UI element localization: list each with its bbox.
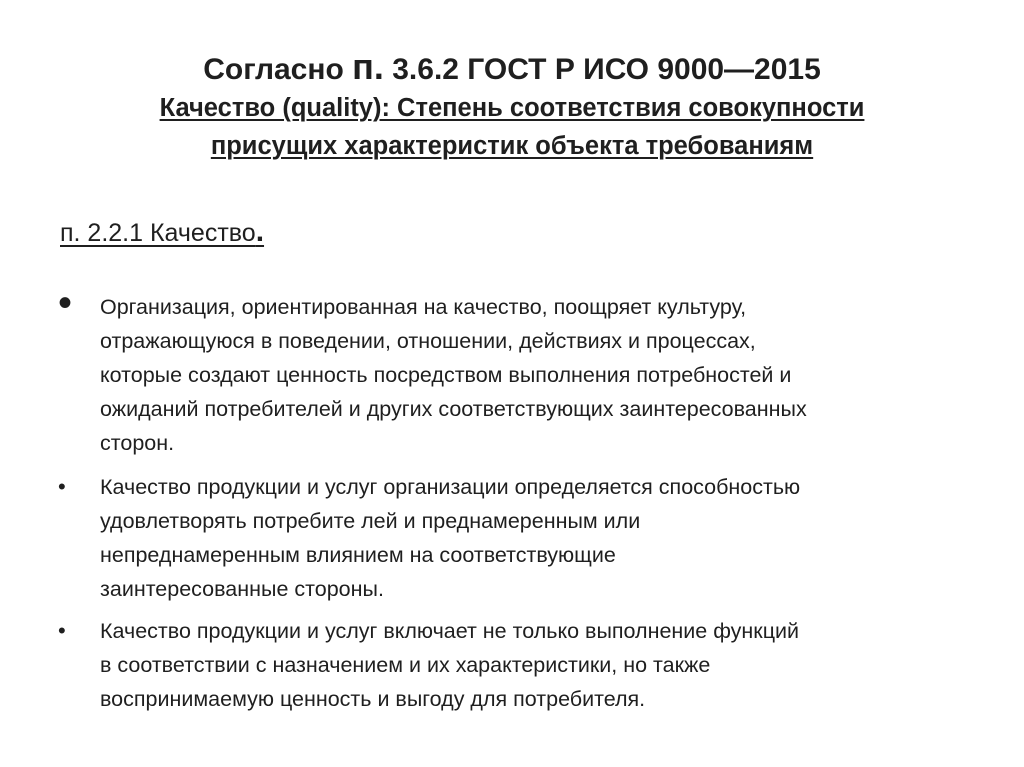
definition-line-1: Качество (quality): Степень соответствия совокупности — [159, 94, 865, 122]
title-rest: 3.6.2 ГОСТ Р ИСО 9000—2015 — [383, 53, 821, 86]
bullet-text: Качество продукции и услуг организации определяется способностью удовлетворять потребите лей и преднамеренным или непреднамеренным влиянием на соответствующие заинтересованные стороны. — [100, 475, 801, 601]
bullet-text: Организация, ориентированная на качество, поощряет культуру, отражающуюся в поведении, отношении, действиях и процессах, которые создают ценность посредством выполнения потребностей и ожиданий потребителей и других соответствующих заинтересованных сторон. — [100, 295, 807, 455]
bullet-icon: • — [58, 281, 73, 325]
bullet-text: Качество продукции и услуг включает не только выполнение функций в соответствии с назначением и их характеристики, но также воспринимаемую ценность и выгоду для потребителя. — [100, 619, 800, 711]
title-block — [60, 48, 964, 165]
bullet-icon: • — [58, 474, 66, 499]
bullet-icon: • — [58, 618, 66, 643]
slide-title — [60, 48, 964, 89]
title-prefix: Согласно — [203, 53, 353, 86]
definition-line-2: присущих характеристик объекта требованиям — [210, 132, 814, 160]
section-label: п. 2.2.1 Качество — [60, 219, 256, 247]
section-dot: . — [255, 215, 265, 248]
section-heading — [60, 214, 264, 251]
title-clause: п. — [352, 46, 384, 87]
